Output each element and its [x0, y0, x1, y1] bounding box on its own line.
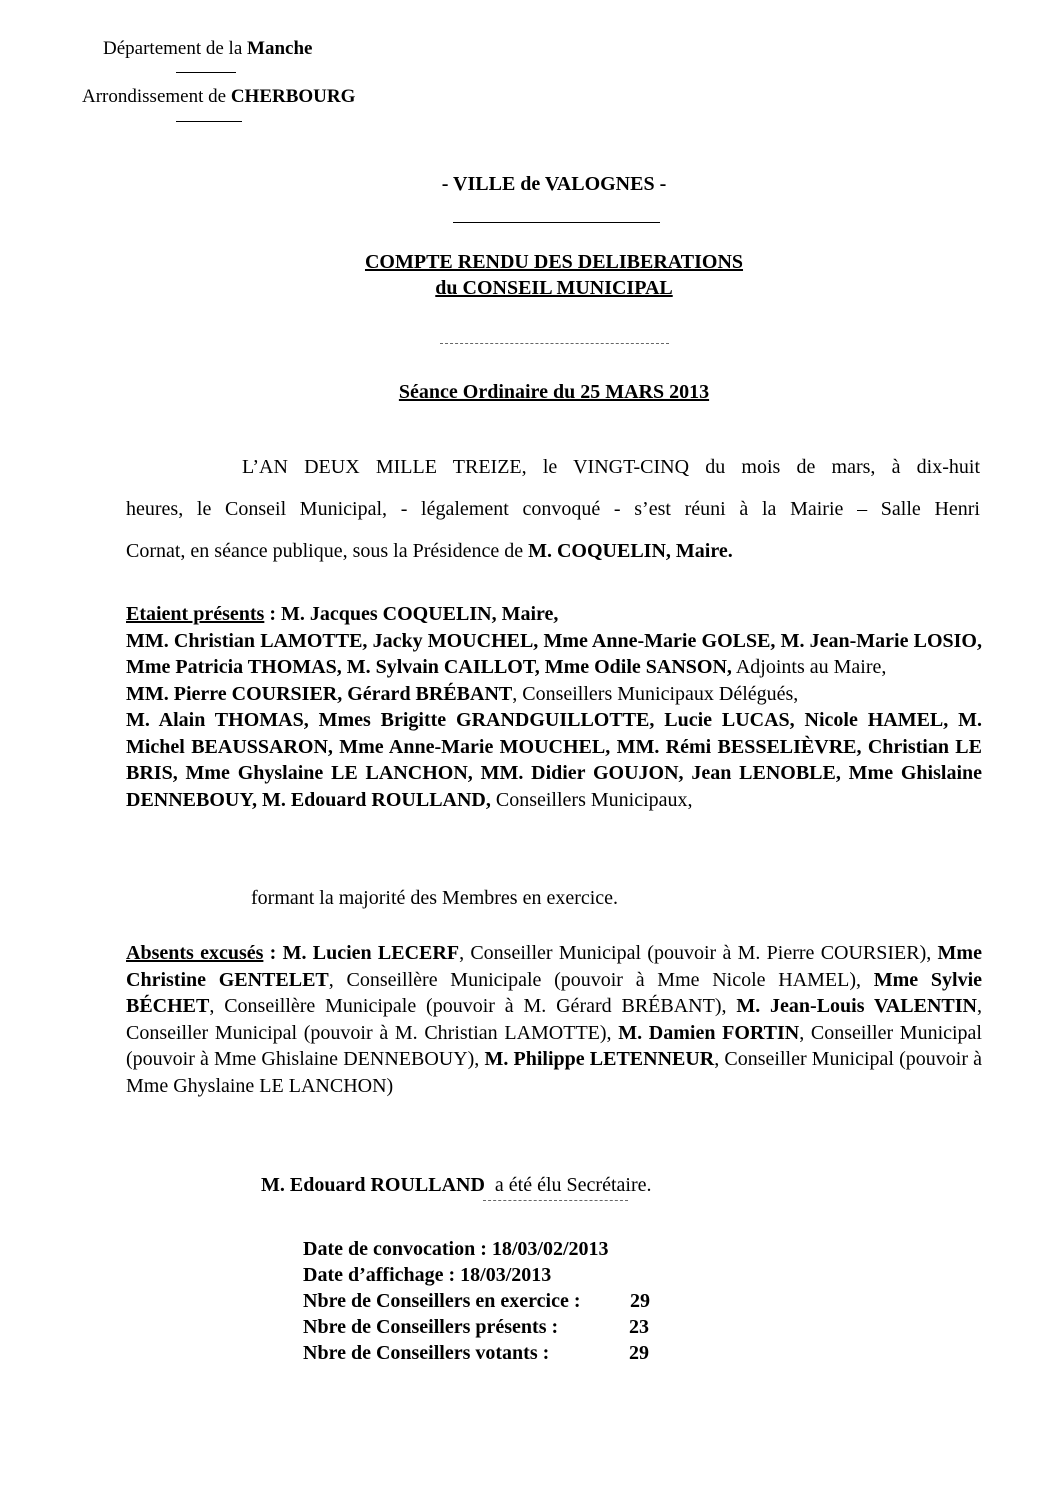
- intro-line-3-text: Cornat, en séance publique, sous la Présidence de: [126, 540, 529, 562]
- absent-text: , Conseiller Municipal (pouvoir à Mme Ghyslaine LE LANCHON): [126, 1048, 983, 1097]
- absent-name: M. Philippe LETENNEUR: [484, 1048, 715, 1070]
- presents-delegues: MM. Pierre COURSIER, Gérard BRÉBANT: [126, 682, 513, 705]
- secretaire-name: M. Edouard ROULLAND: [261, 1174, 485, 1196]
- divider: [176, 72, 236, 73]
- seance-title: Séance Ordinaire du 25 MARS 2013: [398, 381, 710, 403]
- secretaire-line: [251, 1151, 651, 1197]
- absents-sep: :: [263, 942, 283, 964]
- convocation-date: Date de convocation : 18/03/02/2013: [303, 1238, 609, 1260]
- absent-name: Mme Christine GENTELET: [126, 942, 982, 991]
- stat-presents-label: Nbre de Conseillers présents :: [303, 1316, 559, 1338]
- stat-presents-value: 23: [629, 1316, 649, 1338]
- presents-adjoints-role: Adjoints au Maire,: [735, 656, 887, 678]
- stat-exercice-value: 29: [630, 1290, 650, 1312]
- presents-maire: M. Jacques COQUELIN, Maire,: [281, 603, 559, 625]
- compte-rendu-line2: du CONSEIL MUNICIPAL: [435, 277, 673, 299]
- stat-presents: [303, 1316, 663, 1339]
- department-prefix: Département de la: [103, 38, 248, 59]
- stat-exercice: [303, 1290, 663, 1313]
- absent-name: M. Damien FORTIN: [618, 1021, 800, 1044]
- presents-label: Etaient présents: [126, 603, 265, 625]
- absents-section: [126, 940, 982, 1099]
- absent-name: Mme Sylvie BÉCHET: [126, 968, 982, 1017]
- absent-text: , Conseiller Municipal (pouvoir à M. Pierre COURSIER),: [459, 942, 938, 964]
- ville-title: - VILLE de VALOGNES -: [441, 173, 667, 195]
- intro-president: M. COQUELIN, Maire.: [528, 540, 733, 562]
- intro-line-1: L’AN DEUX MILLE TREIZE, le VINGT-CINQ du mois de mars, à dix-huit: [242, 456, 980, 478]
- department-line: [103, 38, 312, 60]
- presents-conseillers-role: Conseillers Municipaux,: [495, 788, 693, 811]
- absent-text: , Conseillère Municipale (pouvoir à Mme Nicole HAMEL),: [328, 968, 874, 991]
- presents-section: [126, 601, 982, 813]
- majorite-line: formant la majorité des Membres en exercice.: [251, 887, 619, 909]
- presents-sep: :: [264, 603, 281, 625]
- affichage-date: Date d’affichage : 18/03/2013: [303, 1264, 552, 1286]
- presents-delegues-role: , Conseillers Municipaux Délégués,: [512, 682, 799, 705]
- department-name: Manche: [247, 38, 313, 59]
- intro-line-2: heures, le Conseil Municipal, - légalement convoqué - s’est réuni à la Mairie – Salle Henri: [126, 498, 980, 520]
- dashed-divider: [440, 343, 669, 344]
- stat-votants: [303, 1342, 663, 1365]
- arrondissement-prefix: Arrondissement de: [82, 86, 231, 107]
- absent-name: M. Lucien LECERF: [282, 942, 460, 964]
- stat-votants-value: 29: [629, 1342, 649, 1364]
- divider: [453, 222, 660, 223]
- dashed-divider: [483, 1200, 628, 1201]
- absent-text: , Conseiller Municipal (pouvoir à Mme Ghislaine DENNEBOUY),: [126, 1021, 982, 1070]
- divider: [176, 121, 242, 122]
- compte-rendu-line1: COMPTE RENDU DES DELIBERATIONS: [364, 251, 744, 273]
- stat-exercice-label: Nbre de Conseillers en exercice :: [303, 1290, 581, 1312]
- secretaire-text: a été élu Secrétaire.: [484, 1174, 652, 1196]
- arrondissement-line: [82, 86, 355, 108]
- presents-conseillers: M. Alain THOMAS, Mmes Brigitte GRANDGUILLOTTE, Lucie LUCAS, Nicole HAMEL, M. Michel BEAUSSARON, Mme Anne-Marie MOUCHEL, MM. Rémi BESSELIÈVRE, Christian LE BRIS, Mme Ghyslaine LE LANCHON, MM. Didier GOUJON, Jean LENOBLE, Mme Ghislaine DENNEBOUY, M. Edouard ROULLAND,: [126, 709, 982, 811]
- absent-name: M. Jean-Louis VALENTIN: [736, 995, 977, 1017]
- presents-adjoints: MM. Christian LAMOTTE, Jacky MOUCHEL, Mme Anne-Marie GOLSE, M. Jean-Marie LOSIO, Mme Patricia THOMAS, M. Sylvain CAILLOT, Mme Odile SANSON,: [126, 629, 982, 678]
- stat-votants-label: Nbre de Conseillers votants :: [303, 1342, 550, 1364]
- absent-text: , Conseillère Municipale (pouvoir à M. Gérard BRÉBANT),: [209, 995, 737, 1017]
- absent-text: , Conseiller Municipal (pouvoir à M. Christian LAMOTTE),: [126, 995, 982, 1044]
- arrondissement-name: CHERBOURG: [230, 86, 356, 107]
- absents-label: Absents excusés: [126, 942, 264, 964]
- intro-line-3: [126, 540, 733, 563]
